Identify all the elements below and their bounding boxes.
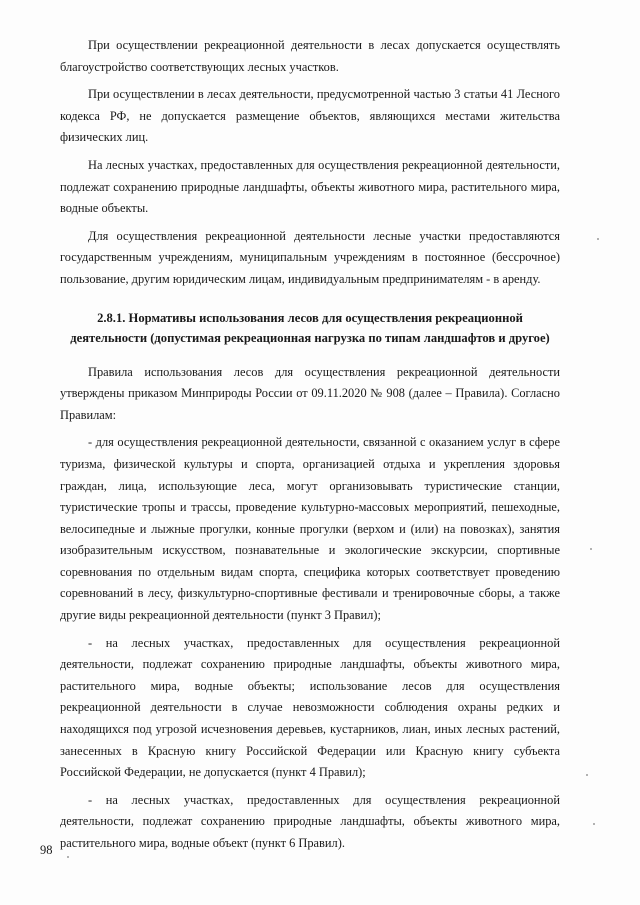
scan-speck (593, 823, 595, 825)
scan-speck (67, 856, 69, 858)
page-content (60, 35, 560, 861)
paragraph-landscape-preservation: На лесных участках, предоставленных для осуществления рекреационной деятельности, подлежат сохранению природные ландшафты, объекты животного мира, растительного мира, водные объекты. (60, 157, 560, 216)
page-number: 98 (40, 843, 53, 857)
scan-speck (590, 548, 592, 550)
section-heading: 2.8.1. Нормативы использования лесов для осуществления рекреационной деятельности (допустимая рекреационная нагрузка по типам ландшафтов и другое) (70, 310, 550, 345)
paragraph-improvement: При осуществлении рекреационной деятельности в лесах допускается осуществлять благоустройство соответствующих лесных участков. (60, 38, 560, 74)
scan-speck (586, 774, 588, 776)
paragraph-plot-provision: Для осуществления рекреационной деятельности лесные участки предоставляются государственным учреждениям, муниципальным учреждениям в постоянное (бессрочное) пользование, другим юридическим лицам, индивидуальным предпринимателям - в аренду. (60, 228, 560, 286)
paragraph-residence-ban: При осуществлении в лесах деятельности, предусмотренной частью 3 статьи 41 Лесного кодекса РФ, не допускается размещение объектов, являющихся местами жительства физических лиц. (60, 87, 560, 145)
paragraph-rules-intro: Правила использования лесов для осуществления рекреационной деятельности утверждены приказом Минприроды России от 09.11.2020 № 908 (далее – Правила). Согласно Правилам: (60, 364, 560, 422)
list-item-rule-4: - на лесных участках, предоставленных для осуществления рекреационной деятельности, подлежат сохранению природные ландшафты, объекты животного мира, растительного мира, водные объекты; использование лесов для осуществления рекреационной деятельности в случае невозможности соблюдения охраны редких и находящихся под угрозой исчезновения деревьев, кустарников, лиан, иных лесных растений, занесенных в Красную книгу Российской Федерации или Красную книгу субъекта Российской Федерации, не допускается (пункт 4 Правил); (60, 635, 560, 780)
scan-speck (597, 238, 599, 240)
list-item-rule-6: - на лесных участках, предоставленных для осуществления рекреационной деятельности, подлежат сохранению природные ландшафты, объекты животного мира, растительного мира, водные объект (пункт 6 Правил). (60, 792, 560, 850)
list-item-rule-3: - для осуществления рекреационной деятельности, связанной с оказанием услуг в сфере туризма, физической культуры и спорта, организацией отдыха и укрепления здоровья граждан, лица, использующие леса, могут организовывать туристические станции, туристические тропы и трассы, проведение культурно-массовых мероприятий, пешеходные, велосипедные и лыжные прогулки, конные прогулки (верхом и (или) на повозках), занятия изобразительным искусством, познавательные и экологические экскурсии, спортивные соревнования по отдельным видам спорта, специфика которых соответствует проведению соревнований в лесу, физкультурно-спортивные фестивали и тренировочные сборы, а также другие виды рекреационной деятельности (пункт 3 Правил); (60, 435, 560, 623)
